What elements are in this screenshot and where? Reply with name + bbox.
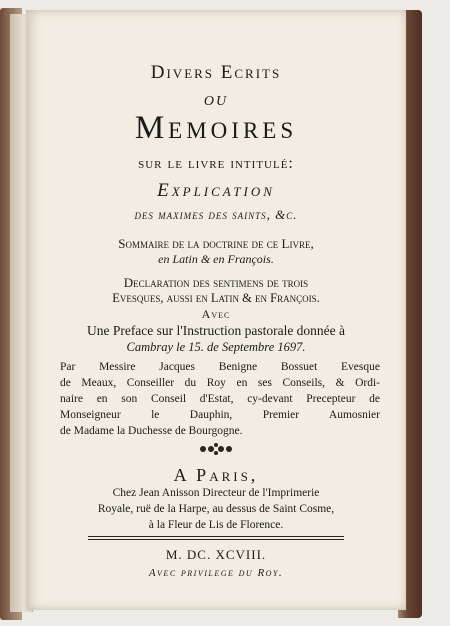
imprint-year: M. DC. XCVIII. [165, 547, 267, 562]
title-line-10: Evesques, aussi en Latin & en François. [112, 291, 320, 305]
title-line-8: en Latin & en François. [158, 252, 274, 266]
author-line: Par Messire Jacques Benigne Bossuet Evesque [60, 361, 380, 373]
imprint-line: Chez Jean Anisson Directeur de l'Imprimerie [112, 487, 320, 499]
title-line-6: des maximes des saints, &c. [134, 207, 298, 222]
title-line-7: Sommaire de la doctrine de ce Livre, [118, 236, 314, 251]
title-line-12: Une Preface sur l'Instruction pastorale donnée à [86, 323, 346, 338]
author-line: Monseigneur le Dauphin, Premier Aumosnier [60, 409, 380, 421]
printer-ornament-icon [198, 442, 234, 456]
main-title: Memoires [134, 110, 298, 146]
title-line-11: Avec [201, 307, 231, 321]
author-line: de Meaux, Conseiller du Roy en ses Conseils, & Ordi- [60, 377, 380, 389]
title-line-13: Cambray le 15. de Septembre 1697. [126, 340, 306, 354]
divider-rule [88, 536, 344, 537]
imprint-city: A Paris, [173, 465, 259, 485]
author-line: de Madame la Duchesse de Bourgogne. [60, 425, 243, 437]
imprint-line: Royale, ruë de la Harpe, au dessus de Saint Cosme, [97, 503, 335, 515]
privilege-line: Avec privilege du Roy. [148, 567, 284, 579]
title-line-9: Declaration des sentimens de trois [123, 275, 309, 290]
title-line-2: ou [203, 88, 229, 110]
author-paragraph [60, 359, 380, 439]
title-line-1: Divers Ecrits [150, 62, 282, 83]
author-line: naire en son Conseil d'Estat, cy-devant Precepteur de [60, 393, 380, 405]
title-page [26, 10, 406, 610]
title-line-4: sur le livre intitulé: [138, 155, 294, 172]
divider-rule [88, 539, 344, 540]
title-line-5: Explication [157, 180, 275, 201]
imprint-line: à la Fleur de Lis de Florence. [148, 519, 284, 531]
